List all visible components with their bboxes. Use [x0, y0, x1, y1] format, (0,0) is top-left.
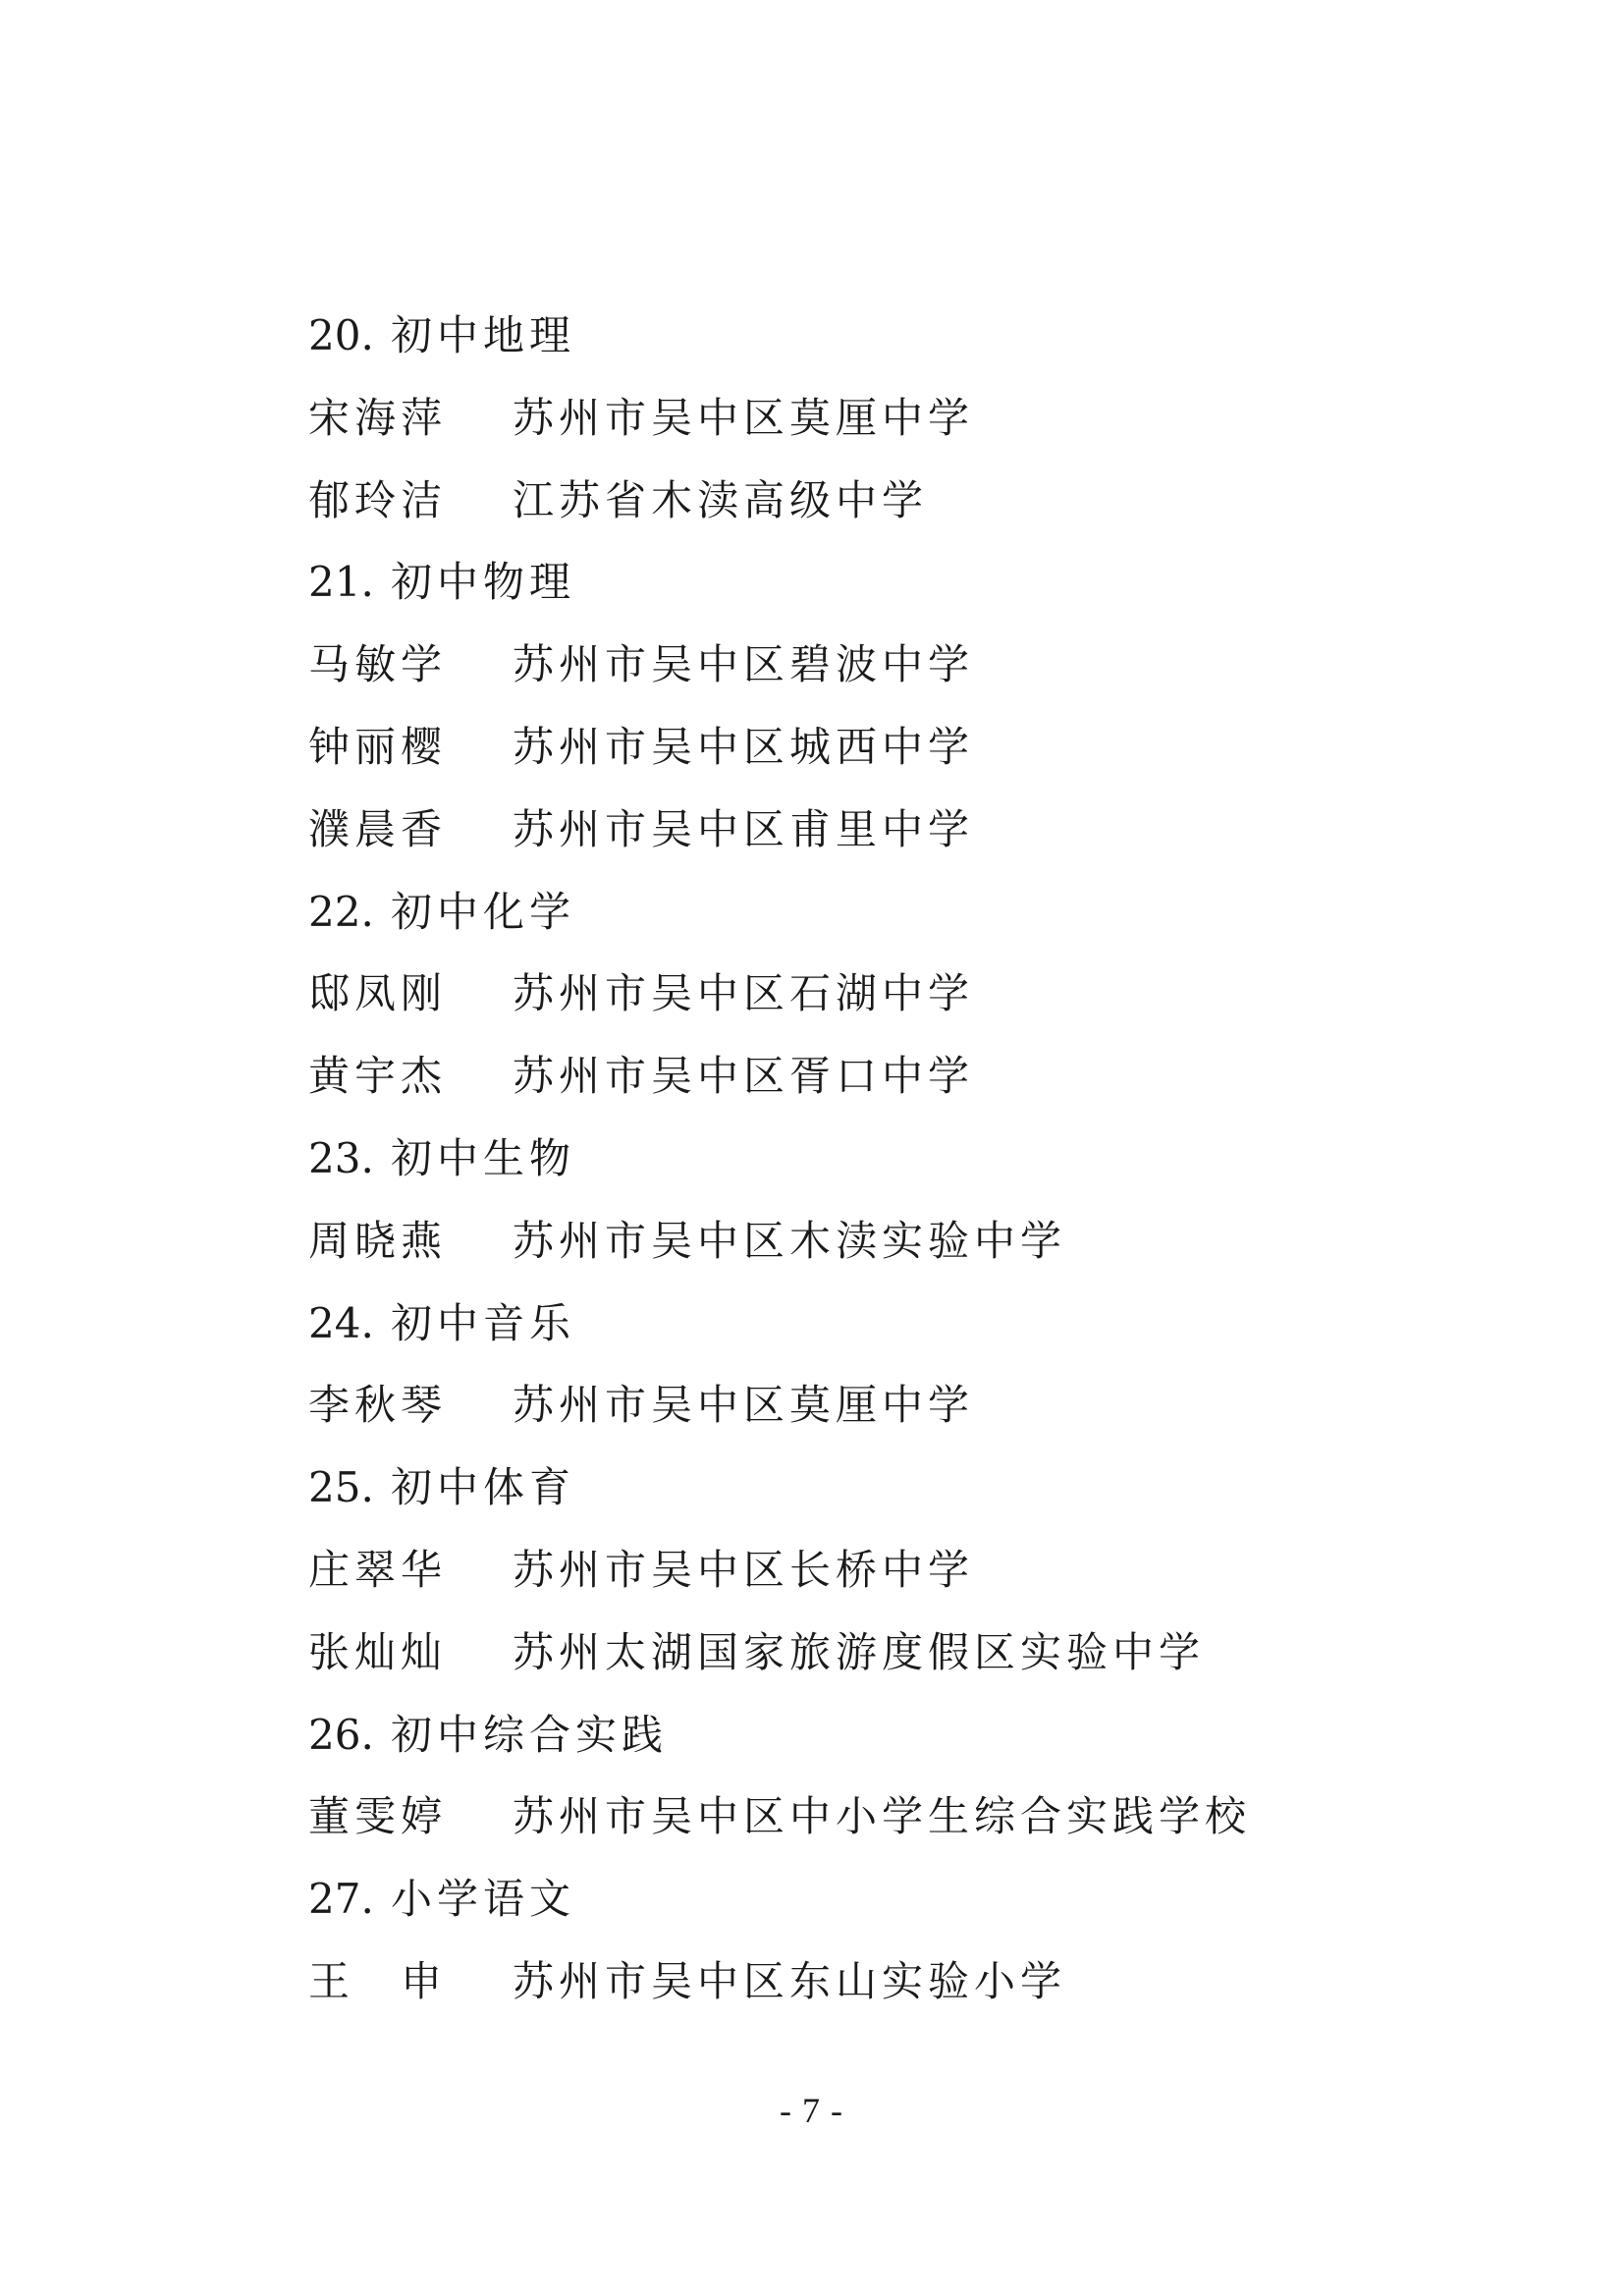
section-title: 初中化学 — [391, 887, 576, 936]
school-name: 苏州市吴中区城西中学 — [513, 722, 975, 771]
section-title: 初中地理 — [391, 311, 576, 359]
list-item — [308, 953, 1388, 1035]
school-name: 苏州市吴中区莫厘中学 — [513, 393, 975, 442]
person-name: 宋海萍 — [308, 393, 448, 442]
section-title: 初中综合实践 — [391, 1710, 669, 1759]
section-number: 22. — [308, 887, 374, 936]
section-heading — [308, 1447, 1388, 1529]
section-heading — [308, 1694, 1388, 1777]
list-item — [308, 1776, 1388, 1858]
person-name: 钟丽樱 — [308, 722, 448, 771]
section-number: 21. — [308, 558, 374, 607]
school-name: 苏州市吴中区木渎实验中学 — [513, 1216, 1067, 1265]
list-item — [308, 1035, 1388, 1118]
school-name: 苏州市吴中区莫厘中学 — [513, 1381, 975, 1430]
person-name: 庄翠华 — [308, 1545, 448, 1594]
section-heading — [308, 871, 1388, 954]
section-title: 初中体育 — [391, 1463, 576, 1512]
person-name: 马敏学 — [308, 640, 448, 689]
school-name: 苏州市吴中区甫里中学 — [513, 804, 975, 853]
person-name: 董雯婷 — [308, 1792, 448, 1841]
list-item — [308, 789, 1388, 871]
section-number: 24. — [308, 1298, 374, 1347]
school-name: 苏州市吴中区胥口中学 — [513, 1052, 975, 1101]
school-name: 苏州市吴中区碧波中学 — [513, 640, 975, 689]
list-item — [308, 1364, 1388, 1447]
section-heading — [308, 295, 1388, 377]
school-name: 苏州市吴中区石湖中学 — [513, 969, 975, 1018]
list-item — [308, 706, 1388, 789]
person-name: 濮晨香 — [308, 804, 448, 853]
person-name: 黄宇杰 — [308, 1052, 448, 1101]
list-item — [308, 624, 1388, 706]
section-number: 26. — [308, 1710, 374, 1759]
school-name: 苏州市吴中区中小学生综合实践学校 — [513, 1792, 1252, 1841]
list-item — [308, 1941, 1388, 2023]
award-list — [308, 295, 1388, 2023]
person-name: 邸凤刚 — [308, 969, 448, 1018]
section-number: 23. — [308, 1133, 374, 1182]
person-name: 郁玲洁 — [308, 475, 448, 524]
school-name: 苏州太湖国家旅游度假区实验中学 — [513, 1627, 1206, 1676]
person-name: 张灿灿 — [308, 1627, 448, 1676]
section-title: 初中生物 — [391, 1133, 576, 1182]
section-heading — [308, 1858, 1388, 1941]
list-item — [308, 1612, 1388, 1694]
page-number: - 7 - — [780, 2091, 843, 2130]
section-title: 小学语文 — [391, 1875, 576, 1924]
section-number: 20. — [308, 311, 374, 359]
list-item — [308, 377, 1388, 460]
section-heading — [308, 1283, 1388, 1365]
section-title: 初中物理 — [391, 558, 576, 607]
section-number: 27. — [308, 1875, 374, 1924]
section-heading — [308, 1118, 1388, 1200]
section-title: 初中音乐 — [391, 1298, 576, 1347]
section-heading — [308, 541, 1388, 624]
person-name: 王 申 — [308, 1956, 448, 2005]
school-name: 苏州市吴中区东山实验小学 — [513, 1956, 1067, 2005]
person-name: 周晓燕 — [308, 1216, 448, 1265]
person-name: 李秋琴 — [308, 1381, 448, 1430]
section-number: 25. — [308, 1463, 374, 1512]
school-name: 江苏省木渎高级中学 — [513, 475, 929, 524]
list-item — [308, 460, 1388, 542]
list-item — [308, 1529, 1388, 1612]
school-name: 苏州市吴中区长桥中学 — [513, 1545, 975, 1594]
list-item — [308, 1200, 1388, 1283]
